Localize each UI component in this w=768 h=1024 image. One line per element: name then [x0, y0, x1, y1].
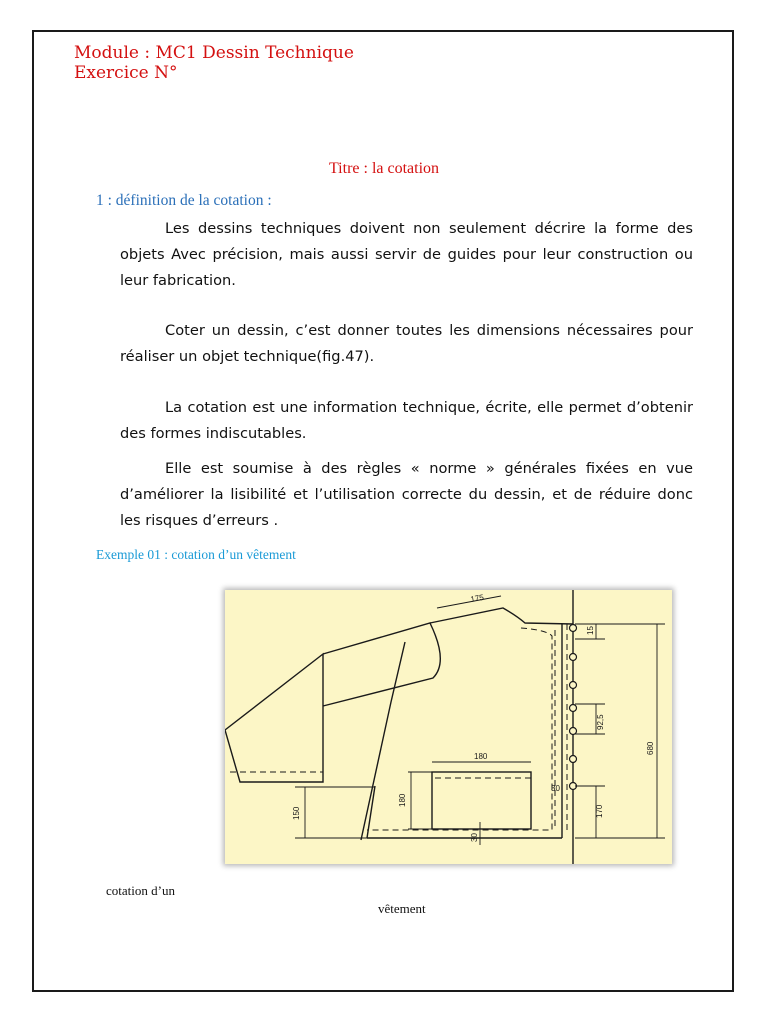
exercise-number: Exercice N°	[74, 63, 178, 83]
button	[570, 654, 577, 661]
dim-label-pocket-height: 180	[398, 793, 407, 807]
button	[570, 625, 577, 632]
paragraph-4: Elle est soumise à des règles « norme » générales fixées en vue d’améliorer la lisibilité et l’utilisation correcte du dessin, et de réduire donc les risques d’erreurs .	[120, 460, 693, 529]
shoulder-line	[430, 608, 573, 624]
dim-label-length: 680	[646, 741, 655, 755]
facing-dashed	[367, 628, 552, 830]
caption-line-1: cotation d’un	[106, 883, 175, 898]
caption-line-2: vêtement	[378, 901, 426, 916]
paragraph-1: Les dessins techniques doivent non seulement décrire la forme des objets Avec précision, mais aussi servir de guides pour leur construction ou leur fabrication.	[120, 220, 693, 289]
pocket	[432, 772, 531, 829]
dim-label-corner: 30	[551, 784, 560, 793]
armhole-curve	[361, 642, 405, 840]
dim-label-hem-left: 150	[292, 806, 301, 820]
dim-label-pocket-width: 180	[474, 752, 488, 761]
garment-drawing	[225, 590, 672, 864]
paragraph-2: Coter un dessin, c’est donner toutes les dimensions nécessaires pour réaliser un objet technique(fig.47).	[120, 322, 693, 365]
module-title: Module : MC1 Dessin Technique	[74, 43, 354, 63]
section-heading: 1 : définition de la cotation :	[96, 192, 272, 209]
button	[570, 728, 577, 735]
button	[570, 756, 577, 763]
dim-label-hem-gap: 30	[470, 833, 479, 842]
button	[570, 705, 577, 712]
dim-label-buttons: 92,5	[596, 714, 605, 730]
dim-label-shoulder: 175	[469, 592, 485, 604]
button	[570, 682, 577, 689]
sleeve-outline	[225, 623, 440, 782]
dim-line	[437, 596, 501, 608]
dim-label-bottom: 170	[595, 804, 604, 818]
dim-label-top: 15	[586, 626, 595, 635]
page-title: Titre : la cotation	[328, 160, 440, 177]
example-label: Exemple 01 : cotation d’un vêtement	[96, 547, 296, 562]
paragraph-3: La cotation est une information technique, écrite, elle permet d’obtenir des formes indiscutables.	[120, 399, 693, 442]
